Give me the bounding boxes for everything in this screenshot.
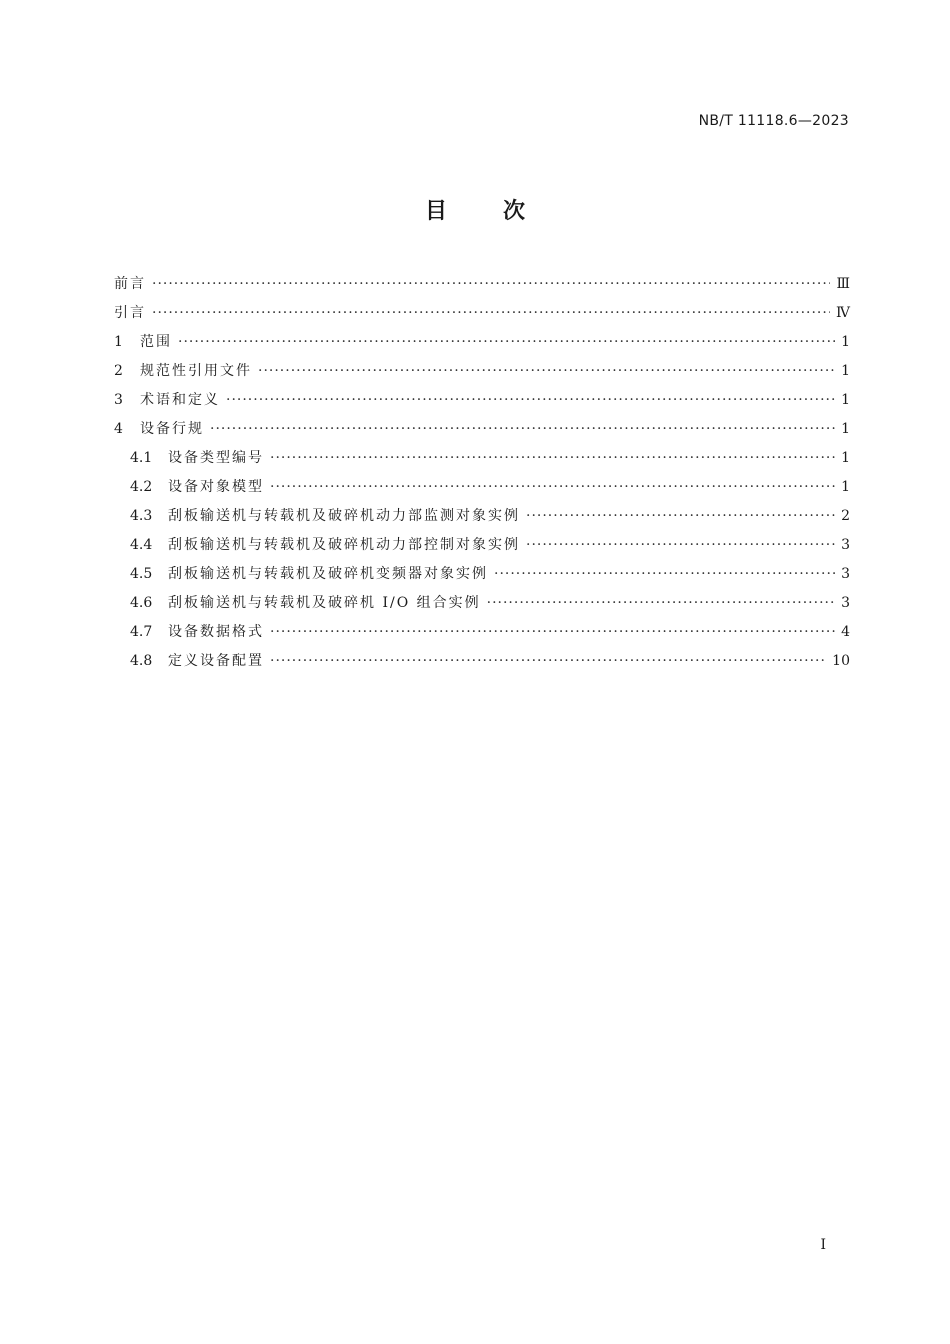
toc-leader bbox=[270, 448, 835, 468]
toc-leader bbox=[270, 622, 835, 642]
toc-leader bbox=[270, 651, 826, 671]
toc-entry[interactable] bbox=[114, 332, 850, 361]
toc-entry-page: 1 bbox=[841, 421, 850, 437]
toc-entry-label: 引言 bbox=[114, 305, 146, 321]
standard-code: NB/T 11118.6—2023 bbox=[698, 113, 849, 129]
toc-entry-number: 4.5 bbox=[130, 566, 153, 582]
toc-entry-page: 1 bbox=[841, 363, 850, 379]
toc-entry-page: 2 bbox=[841, 508, 850, 524]
page-number: I bbox=[820, 1237, 826, 1253]
toc-entry-number: 4.1 bbox=[130, 450, 153, 466]
toc-leader bbox=[270, 477, 835, 497]
page-title bbox=[0, 194, 950, 225]
toc-entry-label: 术语和定义 bbox=[140, 392, 220, 408]
toc-leader bbox=[258, 361, 835, 381]
toc-entry-label: 刮板输送机与转载机及破碎机变频器对象实例 bbox=[168, 566, 488, 582]
toc-leader bbox=[526, 506, 835, 526]
title-char-1: 目 bbox=[424, 199, 447, 224]
toc-entry[interactable] bbox=[114, 361, 850, 390]
toc-entry-page: 3 bbox=[841, 595, 850, 611]
toc-leader bbox=[178, 332, 835, 352]
toc-entry-label: 设备行规 bbox=[140, 421, 204, 437]
toc-entry[interactable] bbox=[114, 390, 850, 419]
toc-subentry[interactable] bbox=[114, 593, 850, 622]
toc-subentry[interactable] bbox=[114, 564, 850, 593]
toc-leader bbox=[226, 390, 835, 410]
toc-entry-label: 定义设备配置 bbox=[168, 653, 264, 669]
toc-leader bbox=[494, 564, 835, 584]
toc-leader bbox=[152, 303, 830, 323]
toc-entry-number: 4.7 bbox=[130, 624, 153, 640]
toc-entry-page: 3 bbox=[841, 537, 850, 553]
toc-subentry[interactable] bbox=[114, 506, 850, 535]
toc-entry-page: 10 bbox=[832, 653, 850, 669]
toc-entry-label: 前言 bbox=[114, 276, 146, 292]
toc-entry-number: 4.8 bbox=[130, 653, 153, 669]
toc-entry-label: 刮板输送机与转载机及破碎机动力部监测对象实例 bbox=[168, 508, 520, 524]
toc-entry-page: 1 bbox=[841, 479, 850, 495]
toc-entry-page: Ⅲ bbox=[836, 276, 850, 292]
toc-entry-page: Ⅳ bbox=[836, 305, 850, 321]
toc-subentry[interactable] bbox=[114, 535, 850, 564]
toc-entry-page: 1 bbox=[841, 334, 850, 350]
toc-entry-label: 设备类型编号 bbox=[168, 450, 264, 466]
toc-subentry[interactable] bbox=[114, 477, 850, 506]
table-of-contents bbox=[114, 274, 850, 680]
toc-entry-number: 1 bbox=[114, 334, 123, 350]
title-char-2: 次 bbox=[503, 199, 526, 224]
toc-entry-page: 1 bbox=[841, 392, 850, 408]
toc-leader bbox=[210, 419, 835, 439]
toc-entry-number: 2 bbox=[114, 363, 123, 379]
toc-entry-label: 范围 bbox=[140, 334, 172, 350]
toc-entry[interactable] bbox=[114, 303, 850, 332]
toc-entry-number: 4.3 bbox=[130, 508, 153, 524]
toc-subentry[interactable] bbox=[114, 651, 850, 680]
toc-leader bbox=[152, 274, 830, 294]
toc-entry-label: 刮板输送机与转载机及破碎机 I/O 组合实例 bbox=[168, 595, 481, 611]
toc-entry-page: 4 bbox=[841, 624, 850, 640]
toc-leader bbox=[487, 593, 835, 613]
toc-subentry[interactable] bbox=[114, 622, 850, 651]
toc-entry[interactable] bbox=[114, 419, 850, 448]
toc-entry-number: 4.4 bbox=[130, 537, 153, 553]
toc-entry-number: 4 bbox=[114, 421, 123, 437]
toc-entry-page: 1 bbox=[841, 450, 850, 466]
toc-entry-page: 3 bbox=[841, 566, 850, 582]
toc-entry-number: 3 bbox=[114, 392, 123, 408]
toc-entry-label: 规范性引用文件 bbox=[140, 363, 252, 379]
toc-entry-label: 刮板输送机与转载机及破碎机动力部控制对象实例 bbox=[168, 537, 520, 553]
toc-entry-label: 设备对象模型 bbox=[168, 479, 264, 495]
toc-entry-number: 4.2 bbox=[130, 479, 153, 495]
toc-entry-number: 4.6 bbox=[130, 595, 153, 611]
toc-subentry[interactable] bbox=[114, 448, 850, 477]
toc-entry-label: 设备数据格式 bbox=[168, 624, 264, 640]
toc-leader bbox=[526, 535, 835, 555]
toc-entry[interactable] bbox=[114, 274, 850, 303]
